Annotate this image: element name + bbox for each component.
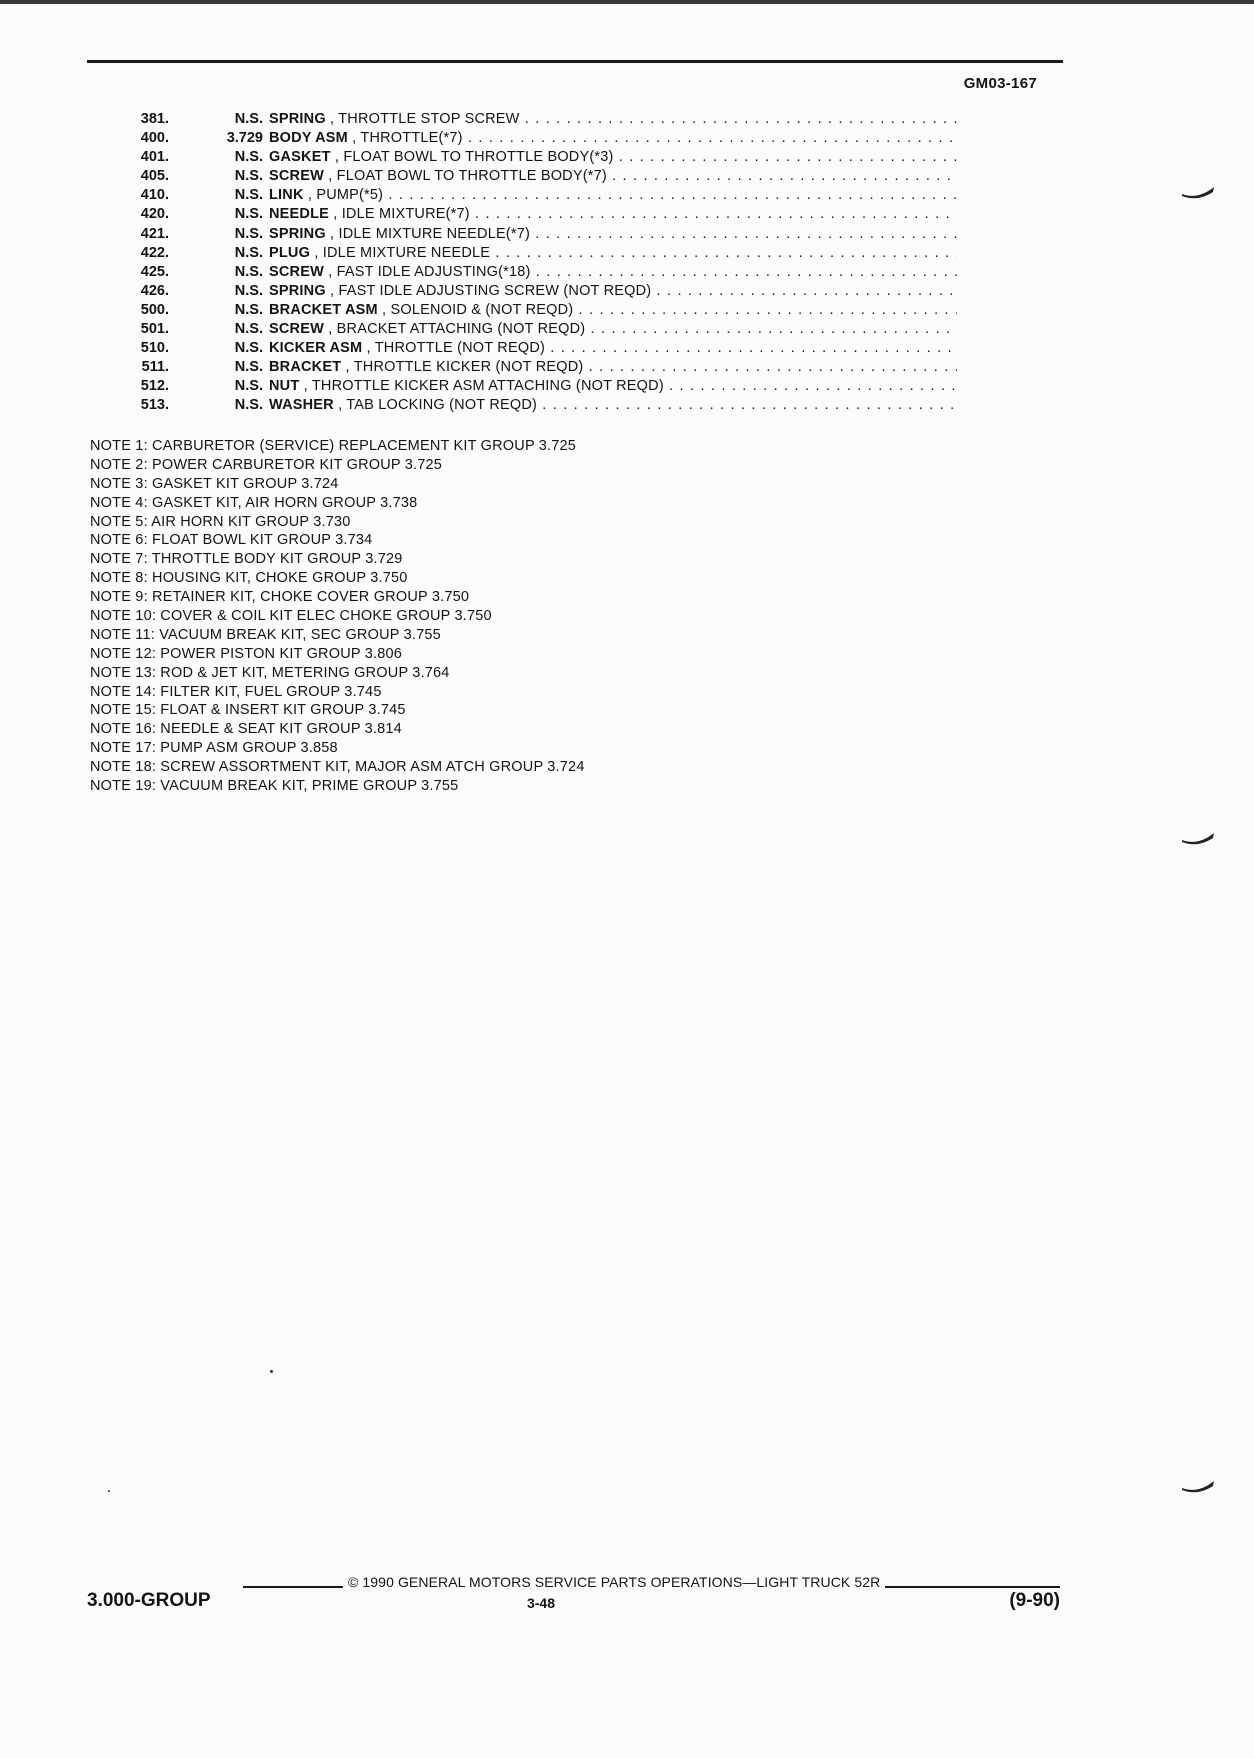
note-row: NOTE 16: NEEDLE & SEAT KIT GROUP 3.814 [90,721,402,738]
part-detail: TAB LOCKING (NOT REQD) [346,397,538,414]
scan-speck [270,1370,273,1373]
part-row [87,301,957,320]
part-row [87,244,957,263]
part-name: SCREW [269,321,324,338]
part-row [87,263,957,282]
part-index: 510. [140,340,169,357]
part-row [87,225,957,244]
part-row [87,282,957,301]
note-row: NOTE 4: GASKET KIT, AIR HORN GROUP 3.738 [90,494,418,511]
group-code: 3.000-GROUP [87,1590,211,1611]
part-detail: BRACKET ATTACHING (NOT REQD) [336,321,586,338]
note-row: NOTE 6: FLOAT BOWL KIT GROUP 3.734 [90,532,373,549]
note-row: NOTE 11: VACUUM BREAK KIT, SEC GROUP 3.755 [90,626,441,643]
part-name: BRACKET [269,359,342,376]
parts-list [87,110,957,416]
part-name: LINK [269,187,304,204]
part-detail: SOLENOID & (NOT REQD) [390,301,574,318]
scan-speck [108,1490,110,1492]
part-description: GASKET , FLOAT BOWL TO THROTTLE BODY(*3) . . . [269,148,957,167]
part-row [87,205,957,224]
part-name: PLUG [269,244,311,261]
revision-date: (9-90) [1009,1590,1060,1611]
part-name: SPRING [269,225,326,242]
part-row [87,396,957,415]
part-index: 421. [140,225,169,242]
part-description: PLUG , IDLE MIXTURE NEEDLE . . . [269,244,957,263]
part-group: N.S. [234,397,263,414]
part-description: BRACKET ASM , SOLENOID & (NOT REQD) . . . [269,301,957,320]
note-row: NOTE 17: PUMP ASM GROUP 3.858 [90,740,338,757]
part-index: 401. [140,149,169,166]
part-name: NEEDLE [269,206,330,223]
part-group: N.S. [234,340,263,357]
part-description: NUT , THROTTLE KICKER ASM ATTACHING (NOT REQD) . . . [269,377,957,396]
part-group: N.S. [234,225,263,242]
part-index: 410. [140,187,169,204]
part-index: 381. [140,111,169,127]
note-row: NOTE 7: THROTTLE BODY KIT GROUP 3.729 [90,551,403,568]
part-detail: IDLE MIXTURE(*7) [341,206,470,223]
part-name: BODY ASM [269,130,348,147]
note-row: NOTE 5: AIR HORN KIT GROUP 3.730 [90,513,351,530]
part-description: SPRING , THROTTLE STOP SCREW . . . [269,110,957,129]
part-detail: IDLE MIXTURE NEEDLE [322,244,491,261]
part-name: NUT [269,378,300,395]
part-row [87,148,957,167]
note-row: NOTE 10: COVER & COIL KIT ELEC CHOKE GROUP 3.750 [90,608,492,625]
notes-list [90,437,850,796]
part-row [87,167,957,186]
part-index: 512. [140,378,169,395]
binding-tick-mark-icon [1180,832,1216,848]
part-row [87,129,957,148]
note-row: NOTE 18: SCREW ASSORTMENT KIT, MAJOR ASM ATCH GROUP 3.724 [90,759,585,776]
part-index: 405. [140,168,169,185]
part-detail: IDLE MIXTURE NEEDLE(*7) [338,225,531,242]
part-description: SCREW , BRACKET ATTACHING (NOT REQD) . . . [269,320,957,339]
page-number: 3-48 [526,1595,556,1611]
part-row [87,320,957,339]
note-row: NOTE 8: HOUSING KIT, CHOKE GROUP 3.750 [90,570,408,587]
part-detail: FAST IDLE ADJUSTING SCREW (NOT REQD) [338,282,652,299]
part-name: KICKER ASM [269,340,363,357]
note-row: NOTE 13: ROD & JET KIT, METERING GROUP 3.764 [90,664,450,681]
part-name: WASHER [269,397,334,414]
part-name: SPRING [269,282,326,299]
part-index: 511. [141,359,169,376]
part-group: N.S. [234,149,263,166]
part-description: KICKER ASM , THROTTLE (NOT REQD) . . . [269,339,957,358]
note-row: NOTE 15: FLOAT & INSERT KIT GROUP 3.745 [90,702,406,719]
part-index: 400. [140,130,169,147]
part-detail: THROTTLE KICKER (NOT REQD) [353,359,584,376]
document-code: GM03-167 [963,75,1037,92]
copyright-line: © 1990 GENERAL MOTORS SERVICE PARTS OPERATIONS—LIGHT TRUCK 52R [348,1574,881,1590]
note-row: NOTE 12: POWER PISTON KIT GROUP 3.806 [90,645,402,662]
note-row: NOTE 19: VACUUM BREAK KIT, PRIME GROUP 3.755 [90,778,459,795]
part-name: SCREW [269,263,324,280]
part-group: N.S. [234,244,263,261]
part-group: N.S. [234,359,263,376]
part-description: BRACKET , THROTTLE KICKER (NOT REQD) . . . [269,358,957,377]
part-group: N.S. [234,187,263,204]
part-name: SCREW [269,168,324,185]
part-name: GASKET [269,149,331,166]
part-index: 500. [140,301,169,318]
part-group: N.S. [234,168,263,185]
part-index: 425. [140,263,169,280]
part-description: SPRING , IDLE MIXTURE NEEDLE(*7) . . . [269,225,957,244]
footer-rule-left [243,1586,343,1588]
part-detail: THROTTLE STOP SCREW [338,111,520,127]
footer-rule-right [885,1586,1060,1588]
part-group: N.S. [234,301,263,318]
binding-tick-mark-icon [1180,186,1216,202]
part-group: N.S. [234,263,263,280]
part-description: NEEDLE , IDLE MIXTURE(*7) . . . [269,205,957,224]
part-group: N.S. [234,321,263,338]
part-index: 426. [140,282,169,299]
part-name: SPRING [269,111,326,127]
part-group: N.S. [234,111,263,127]
part-row [87,186,957,205]
part-group: N.S. [234,206,263,223]
part-group: N.S. [234,282,263,299]
part-description: SCREW , FAST IDLE ADJUSTING(*18) . . . [269,263,957,282]
note-row: NOTE 9: RETAINER KIT, CHOKE COVER GROUP 3.750 [90,589,470,606]
part-description: SCREW , FLOAT BOWL TO THROTTLE BODY(*7) . . . [269,167,957,186]
part-detail: THROTTLE (NOT REQD) [374,340,546,357]
part-description: SPRING , FAST IDLE ADJUSTING SCREW (NOT REQD) . . . [269,282,957,301]
part-detail: THROTTLE KICKER ASM ATTACHING (NOT REQD) [311,378,664,395]
part-detail: FLOAT BOWL TO THROTTLE BODY(*7) [336,168,607,185]
header-rule [87,60,1063,63]
note-row: NOTE 1: CARBURETOR (SERVICE) REPLACEMENT KIT GROUP 3.725 [90,438,577,454]
part-index: 422. [140,244,169,261]
note-row: NOTE 14: FILTER KIT, FUEL GROUP 3.745 [90,683,382,700]
part-row [87,110,957,129]
part-description: LINK , PUMP(*5) . . . [269,186,957,205]
part-row [87,358,957,377]
top-edge-rule [0,0,1254,4]
part-name: BRACKET ASM [269,301,378,318]
part-description: WASHER , TAB LOCKING (NOT REQD) . . . [269,396,957,415]
part-index: 501. [140,321,169,338]
part-detail: PUMP(*5) [316,187,384,204]
part-detail: THROTTLE(*7) [360,130,463,147]
note-row: NOTE 3: GASKET KIT GROUP 3.724 [90,475,339,492]
part-detail: FLOAT BOWL TO THROTTLE BODY(*3) [343,149,614,166]
part-description: BODY ASM , THROTTLE(*7) . . . [269,129,957,148]
part-row [87,339,957,358]
part-row [87,377,957,396]
part-group: N.S. [234,378,263,395]
part-index: 513. [140,397,169,414]
note-row: NOTE 2: POWER CARBURETOR KIT GROUP 3.725 [90,456,443,473]
binding-tick-mark-icon [1180,1480,1216,1496]
part-detail: FAST IDLE ADJUSTING(*18) [336,263,531,280]
part-group: 3.729 [226,130,263,147]
part-index: 420. [140,206,169,223]
